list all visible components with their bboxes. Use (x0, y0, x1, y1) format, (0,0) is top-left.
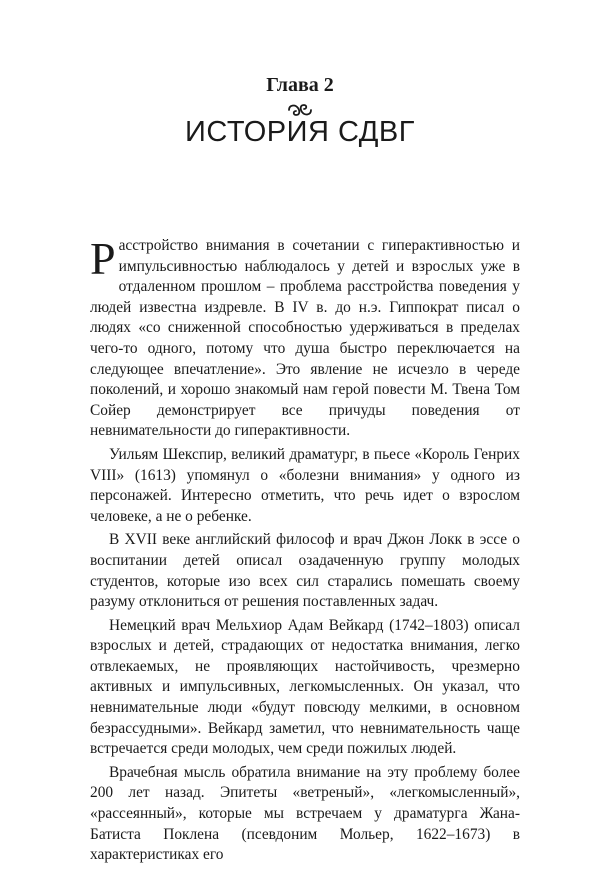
paragraph-2: Уильям Шекспир, великий драматург, в пьесе «Король Генрих VIII» (1613) упомянул о «болезни внимания» у одного из персонажей. Интересно отметить, что речь идет о взрослом человеке, а не о ребенке. (90, 445, 520, 525)
chapter-title: ИСТОРИЯ СДВГ (185, 116, 415, 148)
chapter-label: Глава 2 (266, 74, 334, 96)
paragraph-5: Врачебная мысль обратила внимание на эту проблему более 200 лет назад. Эпитеты «ветреный», «легкомысленный», «рассеянный», которые мы встречаем у драматурга Жана-Батиста Поклена (псевдоним Мольер, 1622–1673) в характеристиках его (90, 763, 520, 864)
drop-cap: Р (90, 233, 116, 284)
paragraph-3: В XVII веке английский философ и врач Джон Локк в эссе о воспитании детей описал озадаченную группу молодых студентов, которые изо всех сил старались помешать своему разуму отклониться от решения поставленных задач. (90, 531, 520, 611)
paragraph-4: Немецкий врач Мельхиор Адам Вейкард (1742–1803) описал взрослых и детей, страдающих от недостатка внимания, легко отвлекаемых, не проявляющих настойчивость, чрезмерно активных и импульсивных, легкомысленных. Он указал, что невнимательные люди «будут повсюду мелкими, в основном безрассудными». Вейкард заметил, что невнимательность чаще встречается среди молодых, чем среди пожилых людей. (90, 616, 520, 758)
paragraph-text: асстройство внимания в сочетании с гиперактивностью и импульсивностью наблюдалось у детей и взрослых уже в отдаленном прошлом – проблема расстройства поведения у людей известна издревле. В IV в. до н.э. Гиппократ писал о людях «со сниженной способностью удерживаться в пределах чего-то одного, потому что душа быстро переключается на следующее впечатление». Это явление не исчезло в череде поколений, и хорошо знакомый нам герой повести М. Твена Том Сойер демонстрирует все причуды поведения от невнимательности до гиперактивности. (90, 237, 520, 440)
paragraph-1 (90, 233, 520, 442)
body-text (90, 233, 520, 869)
